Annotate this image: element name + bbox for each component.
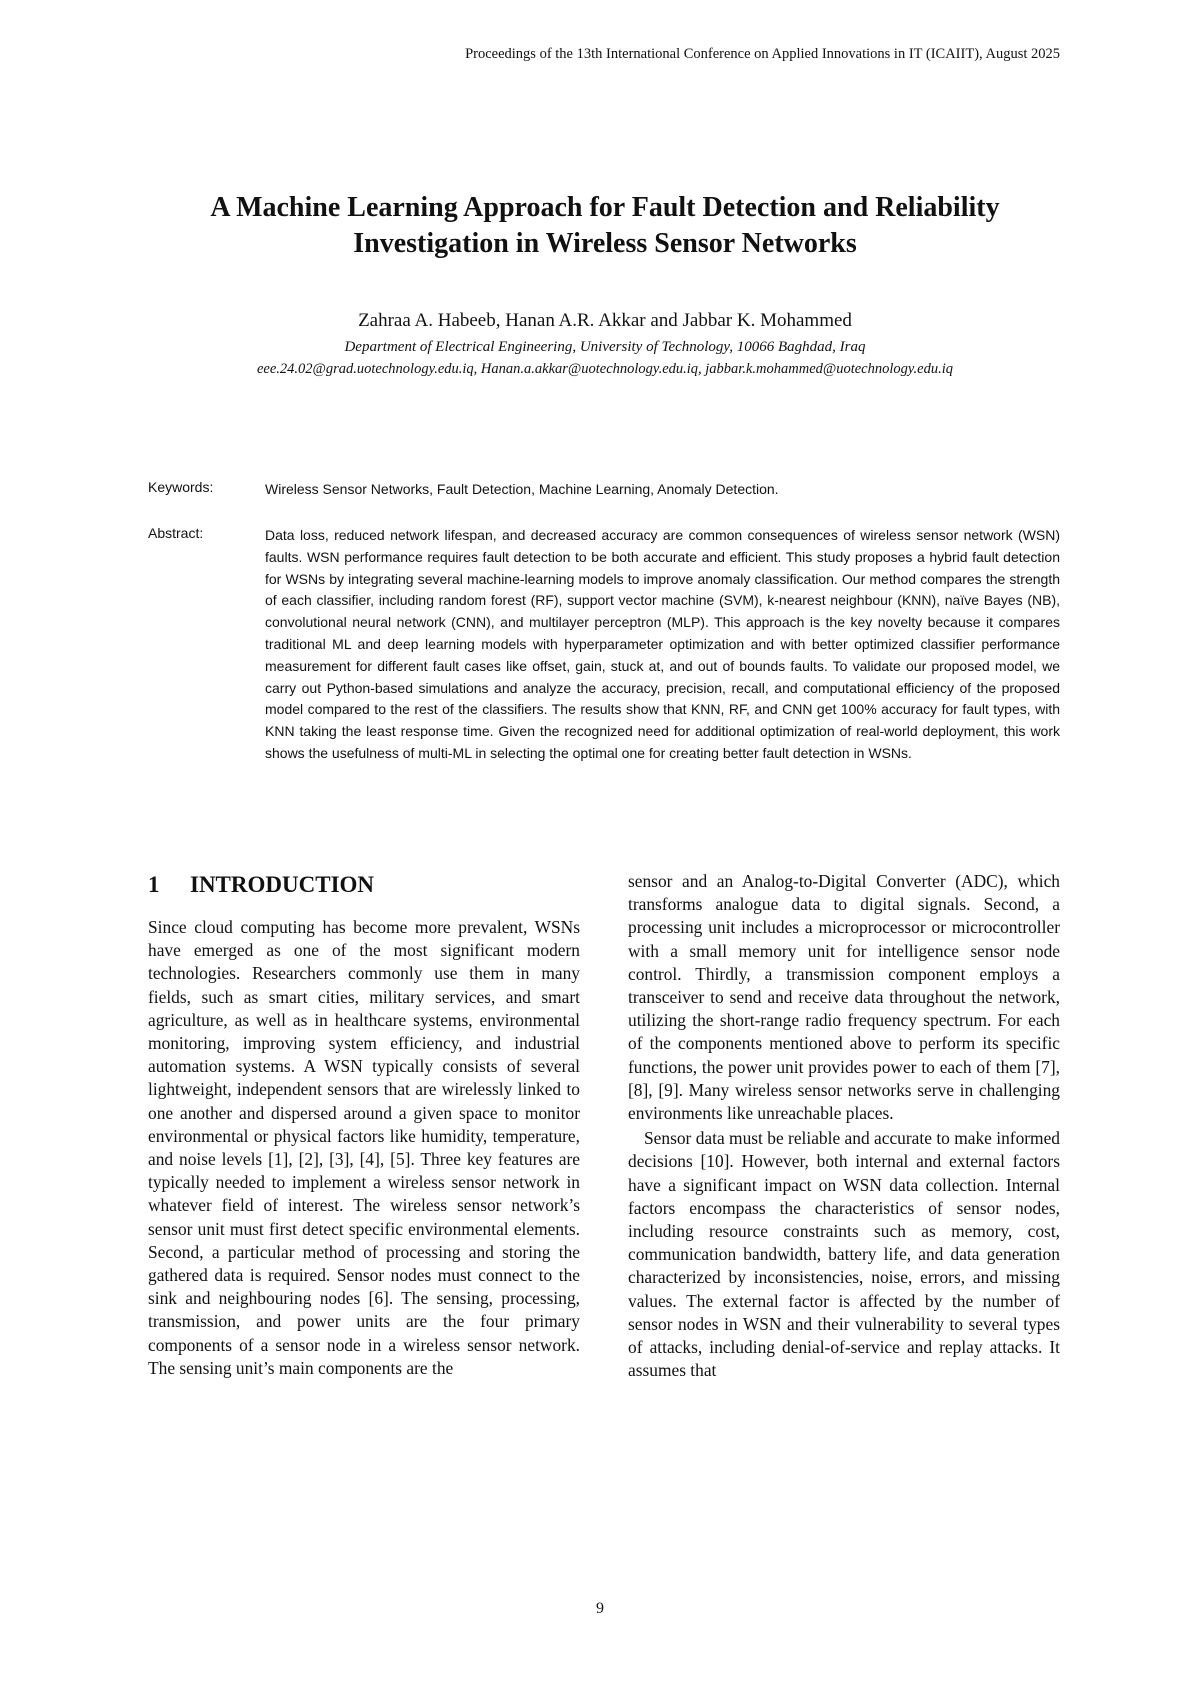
keywords-text: Wireless Sensor Networks, Fault Detection, Machine Learning, Anomaly Detection. (265, 481, 779, 497)
abstract-label: Abstract: (148, 525, 204, 541)
author-emails: eee.24.02@grad.uotechnology.edu.iq, Hanan.a.akkar@uotechnology.edu.iq, jabbar.k.mohammed@uotechnology.edu.iq (256, 361, 953, 377)
paper-title-line2: Investigation in Wireless Sensor Networks (353, 228, 857, 259)
keywords-label: Keywords: (148, 479, 214, 495)
running-header: Proceedings of the 13th International Conference on Applied Innovations in IT (ICAIIT), August 2025 (465, 46, 1060, 62)
section-title: INTRODUCTION (190, 872, 375, 897)
body-paragraph: Sensor data must be reliable and accurate to make informed decisions [10]. However, both internal and external factors have a significant impact on WSN data collection. Internal factors encompass the characteristics of sensor nodes, including resource constraints such as memory, cost, communication bandwidth, battery life, and data generation characterized by inconsistencies, noise, errors, and missing values. The external factor is affected by the number of sensor nodes in WSN and their vulnerability to several types of attacks, including denial-of-service and replay attacks. It assumes that (628, 1128, 1060, 1381)
left-column (148, 870, 580, 1380)
paper-title (130, 190, 1080, 262)
affiliation: Department of Electrical Engineering, University of Technology, 10066 Baghdad, Iraq (344, 339, 866, 355)
abstract-text: Data loss, reduced network lifespan, and decreased accuracy are common consequences of wireless sensor network (WSN) faults. WSN performance requires fault detection to be both accurate and efficient. This study proposes a hybrid fault detection for WSNs by integrating several machine-learning models to improve anomaly classification. Our method compares the strength of each classifier, including random forest (RF), support vector machine (SVM), k-nearest neighbour (KNN), naïve Bayes (NB), convolutional neural network (CNN), and multilayer perceptron (MLP). This approach is the key novelty because it compares traditional ML and deep learning models with hyperparameter optimization and with better optimized classifier performance measurement for different fault cases like offset, gain, stuck at, and out of bounds faults. To validate our proposed model, we carry out Python-based simulations and analyze the accuracy, precision, recall, and computational efficiency of the proposed model compared to the rest of the classifiers. The results show that KNN, RF, and CNN get 100% accuracy for fault types, with KNN taking the least response time. Given the recognized need for additional optimization of real-world deployment, this work shows the usefulness of multi-ML in selecting the optimal one for creating better fault detection in WSNs. (265, 527, 1060, 761)
paper-title-line1: A Machine Learning Approach for Fault Detection and Reliability (210, 192, 1000, 223)
authors: Zahraa A. Habeeb, Hanan A.R. Akkar and Jabbar K. Mohammed (358, 310, 852, 331)
body-paragraph: Since cloud computing has become more prevalent, WSNs have emerged as one of the most significant modern technologies. Researchers commonly use them in many fields, such as smart cities, military services, and smart agriculture, as well as in healthcare systems, environmental monitoring, improving system efficiency, and industrial automation systems. A WSN typically consists of several lightweight, independent sensors that are wirelessly linked to one another and dispersed around a given space to monitor environmental or physical factors like humidity, temperature, and noise levels [1], [2], [3], [4], [5]. Three key features are typically needed to implement a wireless sensor network in whatever field of interest. The wireless sensor network’s sensor unit must first detect specific environmental elements. Second, a particular method of processing and storing the gathered data is required. Sensor nodes must connect to the sink and neighbouring nodes [6]. The sensing, processing, transmission, and power units are the four primary components of a sensor node in a wireless sensor network. The sensing unit’s main components are the (148, 917, 580, 1378)
section-number: 1 (148, 872, 160, 897)
body-paragraph: sensor and an Analog-to-Digital Converter (ADC), which transforms analogue data to digital signals. Second, a processing unit includes a microprocessor or microcontroller with a small memory unit for intelligence sensor node control. Thirdly, a transmission component employs a transceiver to send and receive data throughout the network, utilizing the short-range radio frequency spectrum. For each of the components mentioned above to perform its specific functions, the power unit provides power to each of them [7], [8], [9]. Many wireless sensor networks serve in challenging environments like unreachable places. (628, 871, 1060, 1124)
page-number: 9 (596, 1600, 604, 1617)
section-heading (148, 870, 580, 900)
abstract-row (148, 525, 1060, 825)
keywords-row (148, 479, 1060, 503)
right-column (628, 870, 1060, 1382)
